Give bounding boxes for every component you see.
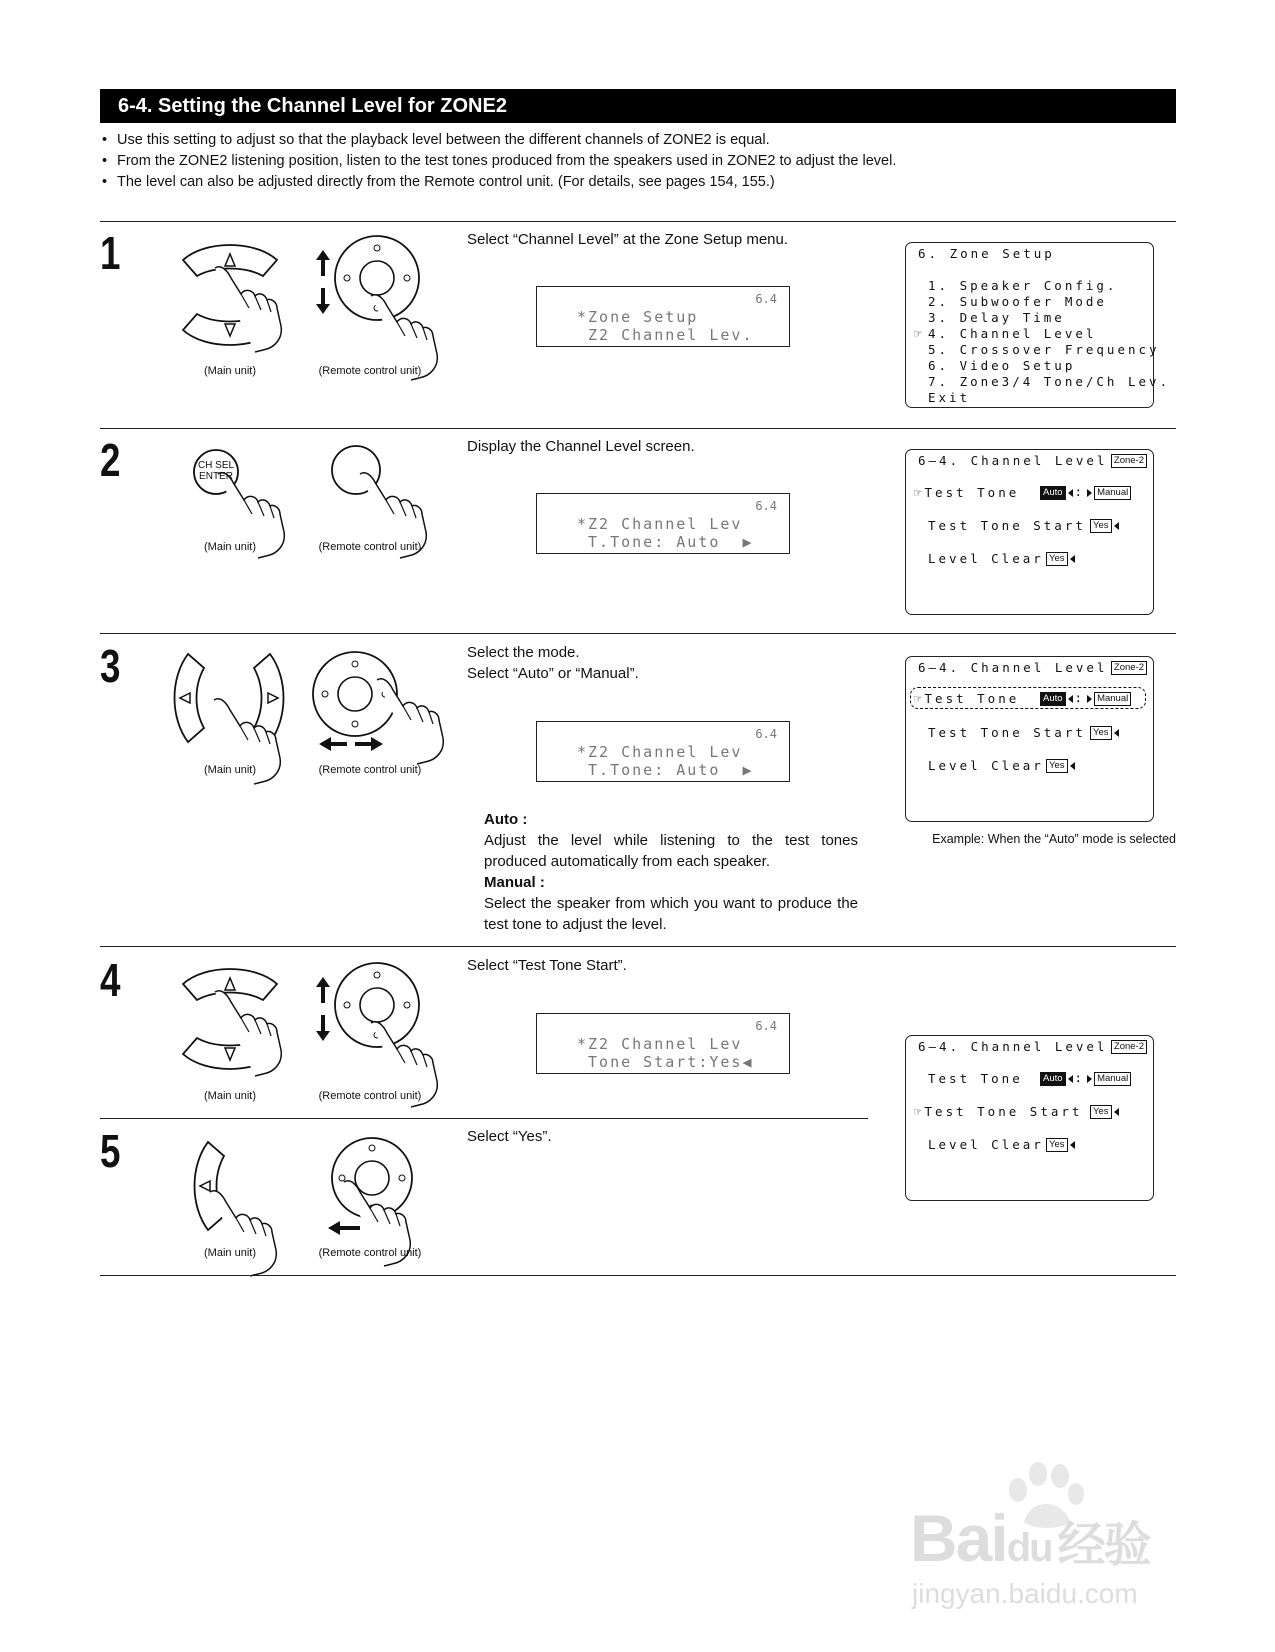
step-instruction: Select “Auto” or “Manual”. <box>467 665 639 682</box>
display-line-2: T.Tone: Auto ▶ <box>577 761 754 779</box>
main-unit-up-down-buttons-illustration <box>175 962 285 1077</box>
step-instruction: Select the mode. <box>467 644 580 661</box>
yes-option: Yes <box>1046 552 1068 566</box>
remote-caption: (Remote control unit) <box>318 764 422 776</box>
test-tone-label: Test Tone <box>924 691 1020 706</box>
auto-option: Auto <box>1040 1072 1066 1086</box>
osd-title: 6—4. Channel Level <box>918 1039 1108 1054</box>
step-instruction: Select “Channel Level” at the Zone Setup menu. <box>467 231 789 248</box>
remote-left-right-illustration <box>311 650 441 760</box>
zone-badge: Zone-2 <box>1111 1040 1147 1054</box>
main-unit-up-down-buttons-illustration <box>175 238 285 353</box>
step-divider <box>100 633 1176 634</box>
level-clear-label: Level Clear <box>928 758 1044 773</box>
right-arrow-icon <box>1087 695 1092 703</box>
osd-menu-item: 7. Zone3/4 Tone/Ch Lev. <box>928 374 1171 389</box>
remote-up-down-illustration <box>313 961 433 1081</box>
main-unit-caption: (Main unit) <box>204 1247 256 1259</box>
left-arrow-icon <box>1068 1075 1073 1083</box>
display-line-1: *Z2 Channel Lev <box>577 743 743 761</box>
test-tone-start-label: Test Tone Start <box>928 518 1086 533</box>
manual-option: Manual <box>1094 1072 1131 1086</box>
step-number: 5 <box>100 1125 121 1177</box>
remote-left-illustration <box>330 1136 440 1246</box>
left-arrow-icon <box>1070 555 1075 563</box>
mode-descriptions <box>484 809 858 935</box>
osd-title: 6. Zone Setup <box>918 246 1055 261</box>
display-line-2: Tone Start:Yes◀ <box>577 1053 754 1071</box>
osd-menu-item: 2. Subwoofer Mode <box>928 294 1107 309</box>
step-number: 4 <box>100 954 121 1006</box>
yes-option: Yes <box>1046 1138 1068 1152</box>
zone-setup-osd <box>905 242 1171 408</box>
ch-sel-label: CH SEL <box>197 460 235 471</box>
test-tone-label: Test Tone <box>924 485 1020 500</box>
osd-menu-item: 6. Video Setup <box>928 358 1076 373</box>
display-line-2: Z2 Channel Lev. <box>577 326 754 344</box>
yes-option: Yes <box>1090 519 1112 533</box>
step-divider <box>100 428 1176 429</box>
step-instruction: Select “Yes”. <box>467 1128 552 1145</box>
manual-option: Manual <box>1094 692 1131 706</box>
bullet-item: • Use this setting to adjust so that the playback level between the different channels of ZONE2 is equal. <box>100 130 1176 151</box>
main-unit-caption: (Main unit) <box>204 764 256 776</box>
display-number: 6.4 <box>755 727 777 741</box>
option-separator: : <box>1074 690 1086 705</box>
channel-level-osd <box>905 656 1154 822</box>
left-arrow-icon <box>1114 522 1119 530</box>
step-instruction: Select “Test Tone Start”. <box>467 957 627 974</box>
zone-badge: Zone-2 <box>1111 661 1147 675</box>
step-number: 1 <box>100 227 121 279</box>
auto-option: Auto <box>1040 692 1066 706</box>
display-line-2: T.Tone: Auto ▶ <box>577 533 754 551</box>
step-divider <box>100 946 1176 947</box>
remote-caption: (Remote control unit) <box>318 1090 422 1102</box>
ch-sel-enter-label <box>194 460 238 482</box>
right-arrow-icon <box>1087 489 1092 497</box>
osd-menu-item: Exit <box>928 390 971 405</box>
main-unit-left-button-illustration <box>190 1136 280 1236</box>
osd-menu-item: 1. Speaker Config. <box>928 278 1118 293</box>
display-number: 6.4 <box>755 1019 777 1033</box>
display-line-1: *Z2 Channel Lev <box>577 1035 743 1053</box>
manual-option: Manual <box>1094 486 1131 500</box>
bullet-item: • From the ZONE2 listening position, listen to the test tones produced from the speakers used in ZONE2 to adjust the level. <box>100 151 1176 172</box>
left-arrow-icon <box>1068 489 1073 497</box>
front-display <box>536 1013 790 1074</box>
left-arrow-icon <box>1070 1141 1075 1149</box>
display-number: 6.4 <box>755 292 777 306</box>
display-line-1: *Z2 Channel Lev <box>577 515 743 533</box>
yes-option: Yes <box>1046 759 1068 773</box>
right-arrow-icon <box>1087 1075 1092 1083</box>
test-tone-start-label: Test Tone Start <box>924 1104 1083 1119</box>
step-divider <box>100 221 1176 222</box>
test-tone-label: Test Tone <box>928 1071 1023 1086</box>
main-unit-caption: (Main unit) <box>204 365 256 377</box>
remote-caption: (Remote control unit) <box>318 365 422 377</box>
display-number: 6.4 <box>755 499 777 513</box>
remote-caption: (Remote control unit) <box>318 1247 422 1259</box>
main-unit-caption: (Main unit) <box>204 541 256 553</box>
osd-cursor-icon: ☞ <box>914 1104 925 1119</box>
manual-mode-label: Manual : <box>484 874 545 891</box>
osd-menu-item: 3. Delay Time <box>928 310 1065 325</box>
yes-option: Yes <box>1090 1105 1112 1119</box>
test-tone-start-label: Test Tone Start <box>928 725 1086 740</box>
osd-menu-item: 5. Crossover Frequency <box>928 342 1160 357</box>
display-line-1: *Zone Setup <box>577 308 699 326</box>
watermark-brand-text: Bai <box>910 1501 1007 1575</box>
osd-cursor-icon: ☞ <box>914 485 925 500</box>
step-number: 3 <box>100 640 121 692</box>
channel-level-osd <box>905 449 1154 615</box>
osd-cursor-icon: ☞ <box>914 691 925 706</box>
intro-bullets <box>100 130 1176 193</box>
front-display <box>536 493 790 554</box>
auto-mode-label: Auto : <box>484 811 528 828</box>
watermark-brand <box>910 1500 1150 1576</box>
left-arrow-icon <box>1114 729 1119 737</box>
manual-mode-text: Select the speaker from which you want to produce the test tone to adjust the level. <box>484 895 858 933</box>
remote-enter-illustration <box>328 444 428 536</box>
auto-option: Auto <box>1040 486 1066 500</box>
enter-label: ENTER <box>199 471 233 482</box>
zone-badge: Zone-2 <box>1111 454 1147 468</box>
option-separator: : <box>1074 1070 1086 1085</box>
step-divider <box>100 1275 1176 1276</box>
front-display <box>536 286 790 347</box>
auto-mode-text: Adjust the level while listening to the test tones produced automatically from each speaker. <box>484 832 858 870</box>
level-clear-label: Level Clear <box>928 551 1044 566</box>
step-number: 2 <box>100 434 121 486</box>
bullet-item: • The level can also be adjusted directly from the Remote control unit. (For details, see pages 154, 155.) <box>100 172 1176 193</box>
watermark-brand-text-2: du <box>1006 1526 1052 1570</box>
remote-up-down-illustration <box>313 234 433 354</box>
left-arrow-icon <box>1070 762 1075 770</box>
watermark-suffix: 经验 <box>1057 1519 1150 1572</box>
osd-title: 6—4. Channel Level <box>918 453 1108 468</box>
left-arrow-icon <box>1114 1108 1119 1116</box>
osd-menu-item-selected: 4. Channel Level <box>928 326 1097 341</box>
osd-title: 6—4. Channel Level <box>918 660 1108 675</box>
yes-option: Yes <box>1090 726 1112 740</box>
remote-caption: (Remote control unit) <box>318 541 422 553</box>
watermark-url: jingyan.baidu.com <box>912 1578 1138 1609</box>
step-instruction: Display the Channel Level screen. <box>467 438 695 455</box>
example-caption: Example: When the “Auto” mode is selected <box>932 832 1176 846</box>
main-unit-caption: (Main unit) <box>204 1090 256 1102</box>
left-arrow-icon <box>1068 695 1073 703</box>
option-separator: : <box>1074 484 1086 499</box>
section-title: 6-4. Setting the Channel Level for ZONE2 <box>100 89 1176 123</box>
step-divider <box>100 1118 868 1119</box>
level-clear-label: Level Clear <box>928 1137 1044 1152</box>
front-display <box>536 721 790 782</box>
channel-level-osd <box>905 1035 1154 1201</box>
osd-cursor-icon: ☞ <box>914 326 925 341</box>
main-unit-left-right-buttons-illustration <box>170 648 290 748</box>
